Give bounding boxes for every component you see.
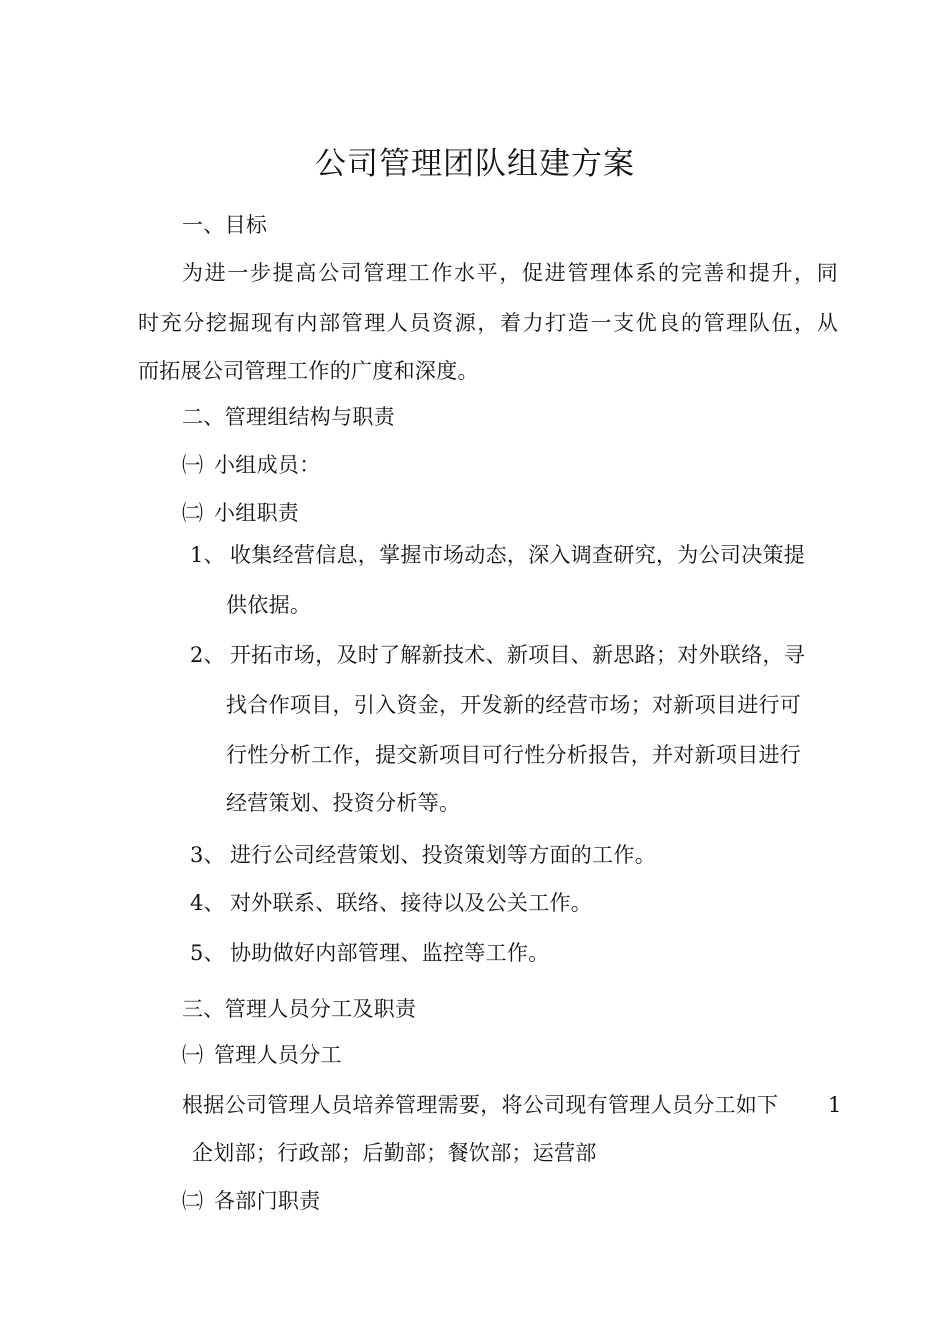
section3-heading: 三、管理人员分工及职责 — [182, 997, 417, 1021]
list-item-4 — [190, 888, 592, 918]
list-item-number: 1、 — [190, 543, 225, 567]
sub1-text: 管理人员分工 — [214, 1043, 342, 1067]
sub1-marker: ㈠ — [182, 453, 204, 477]
list-item-1 — [190, 540, 805, 570]
sub2-text: 小组职责 — [214, 501, 300, 525]
sub1-marker: ㈠ — [182, 1043, 204, 1067]
section1-heading: 一、目标 — [182, 213, 268, 237]
list-item-1-cont: 供依据。 — [226, 593, 312, 617]
list-item-text: 协助做好内部管理、监控等工作。 — [230, 941, 550, 965]
list-item-5 — [190, 938, 550, 968]
list-item-2-cont2: 行性分析工作，提交新项目可行性分析报告，并对新项目进行 — [226, 743, 802, 767]
list-item-number: 2、 — [190, 643, 225, 667]
section3-para-line1-end: 1 — [828, 1093, 842, 1117]
sub2-marker: ㈡ — [182, 501, 204, 525]
section1-para-line3: 而拓展公司管理工作的广度和深度。 — [138, 359, 479, 383]
section3-para-line2: 企划部；行政部；后勤部；餐饮部；运营部 — [192, 1141, 597, 1165]
sub2-text: 各部门职责 — [214, 1189, 321, 1213]
list-item-2-cont1: 找合作项目，引入资金，开发新的经营市场；对新项目进行可 — [226, 693, 802, 717]
section1-para-line2: 时充分挖掘现有内部管理人员资源，着力打造一支优良的管理队伍，从 — [138, 311, 838, 335]
list-item-text: 对外联系、联络、接待以及公关工作。 — [230, 891, 593, 915]
list-item-text: 收集经营信息，掌握市场动态，深入调查研究，为公司决策提 — [230, 543, 806, 567]
list-item-number: 4、 — [190, 891, 225, 915]
section2-sub2 — [182, 498, 299, 528]
list-item-text: 进行公司经营策划、投资策划等方面的工作。 — [230, 843, 656, 867]
list-item-number: 5、 — [190, 941, 225, 965]
list-item-3 — [190, 840, 656, 870]
sub1-text: 小组成员： — [214, 453, 321, 477]
list-item-number: 3、 — [190, 843, 225, 867]
section3-sub2 — [182, 1186, 321, 1216]
document-title: 公司管理团队组建方案 — [315, 146, 635, 182]
section2-sub1 — [182, 450, 321, 480]
list-item-2-cont3: 经营策划、投资分析等。 — [226, 791, 461, 815]
list-item-2 — [190, 640, 805, 670]
section3-para-line1: 根据公司管理人员培养管理需要，将公司现有管理人员分工如下 — [182, 1093, 779, 1117]
sub2-marker: ㈡ — [182, 1189, 204, 1213]
section3-sub1 — [182, 1040, 342, 1070]
section1-para-line1: 为进一步提高公司管理工作水平，促进管理体系的完善和提升，同 — [182, 261, 838, 285]
section2-heading: 二、管理组结构与职责 — [182, 405, 395, 429]
list-item-text: 开拓市场，及时了解新技术、新项目、新思路；对外联络，寻 — [230, 643, 806, 667]
